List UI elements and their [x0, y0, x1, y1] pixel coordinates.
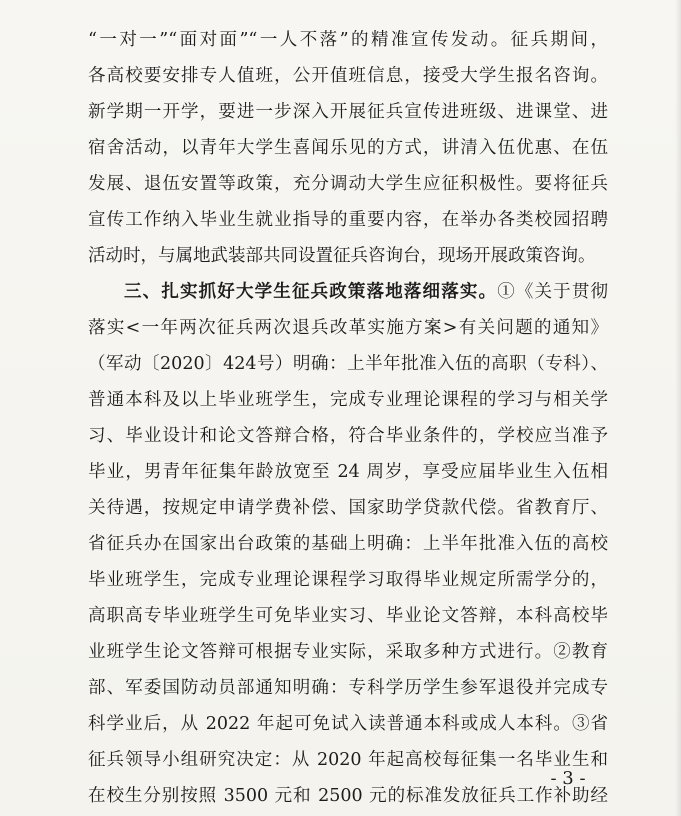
section-3-line-9: 高职高专毕业班学生可免毕业实习、毕业论文答辩，本科高校毕	[88, 606, 608, 626]
section-3-line-4: 习、毕业设计和论文答辩合格，符合毕业条件的，学校应当准予	[88, 426, 608, 446]
section-3-line-7: 省征兵办在国家出台政策的基础上明确：上半年批准入伍的高校	[88, 534, 608, 554]
section-3-line-5: 毕业，男青年征集年龄放宽至 24 周岁，享受应届毕业生入伍相	[88, 462, 608, 482]
text-line-7: 活动时，与属地武装部共同设置征兵咨询台，现场开展政策咨询。	[88, 246, 596, 266]
section-3-line-8: 毕业班学生，完成专业理论课程学习取得毕业规定所需学分的，	[88, 570, 608, 590]
page-number: - 3 -	[550, 768, 586, 789]
section-3-line-10: 业班学生论文答辩可根据专业实际，采取多种方式进行。②教育	[88, 642, 608, 662]
text-line-2: 各高校要安排专人值班，公开值班信息，接受大学生报名咨询。	[88, 66, 608, 86]
section-3-line-11: 部、军委国防动员部通知明确：专科学历学生参军退役并完成专	[88, 678, 608, 698]
section-3-line-2: （军动〔2020〕424号）明确：上半年批准入伍的高职（专科）、	[88, 354, 608, 374]
page-edge-shadow	[675, 0, 681, 816]
section-3-first-line	[124, 274, 608, 310]
section-3-heading: 三、扎实抓好大学生征兵政策落地落细落实。	[124, 282, 498, 302]
text-line-5: 发展、退伍安置等政策，充分调动大学生应征积极性。要将征兵	[88, 174, 608, 194]
section-3-line-12: 科学业后，从 2022 年起可免试入读普通本科或成人本科。③省	[88, 714, 608, 734]
section-3-first-line-tail: ①《关于贯彻	[497, 282, 608, 302]
text-line-1: “一对一”“面对面”“一人不落”的精准宣传发动。征兵期间，	[88, 30, 608, 50]
text-line-6: 宣传工作纳入毕业生就业指导的重要内容，在举办各类校园招聘	[88, 210, 608, 230]
section-3-line-1: 落实<一年两次征兵两次退兵改革实施方案>有关问题的通知》	[88, 318, 608, 338]
section-3-line-3: 普通本科及以上毕业班学生，完成专业理论课程的学习与相关学	[88, 390, 608, 410]
section-3-line-13: 征兵领导小组研究决定：从 2020 年起高校每征集一名毕业生和	[88, 750, 608, 770]
text-line-3: 新学期一开学，要进一步深入开展征兵宣传进班级、进课堂、进	[88, 102, 608, 122]
text-line-4: 宿舍活动，以青年大学生喜闻乐见的方式，讲清入伍优惠、在伍	[88, 138, 608, 158]
section-3-line-6: 关待遇，按规定申请学费补偿、国家助学贷款代偿。省教育厅、	[88, 498, 608, 518]
section-3-line-14: 在校生分别按照 3500 元和 2500 元的标准发放征兵工作补助经	[88, 786, 608, 806]
